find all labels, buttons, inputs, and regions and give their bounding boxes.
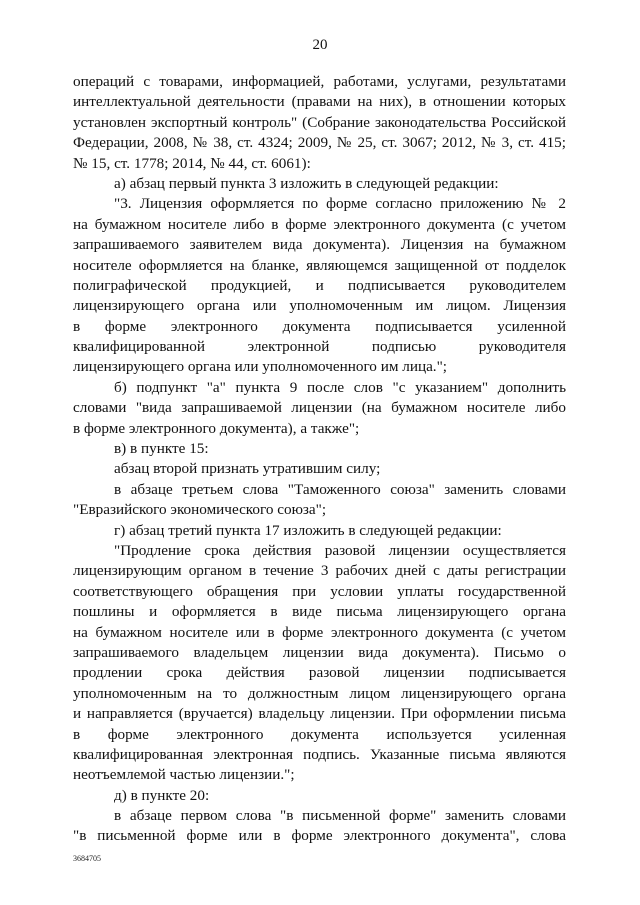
text-line: продлении срока действия разовой лицензии подписывается xyxy=(73,664,566,682)
text-line: в) в пункте 15: xyxy=(114,440,209,458)
text-line: лицензирующим органом в течение 3 рабочих дней с даты регистрации xyxy=(73,562,566,580)
text-line: д) в пункте 20: xyxy=(114,786,210,804)
text-line: операций с товарами, информацией, работами, услугами, результатами xyxy=(73,73,566,90)
text-line: лицензирующего органа или уполномоченным им лицом. Лицензия xyxy=(73,297,566,315)
text-line: "Евразийского экономического союза"; xyxy=(73,501,327,519)
text-line: носителе оформляется на бланке, являющемся защищенной от подделок xyxy=(73,256,566,274)
text-line: на бумажном носителе либо в форме электронного документа (с учетом xyxy=(73,215,566,233)
text-line: в абзаце третьем слова "Таможенного союза" заменить словами xyxy=(114,480,566,498)
text-line: установлен экспортный контроль" (Собрание законодательства Российской xyxy=(73,113,566,131)
text-line: соответствующего обращения при условии уплаты государственной xyxy=(73,582,566,600)
text-line: лицензирующего органа или уполномоченного им лица."; xyxy=(73,358,448,376)
text-line: неотъемлемой частью лицензии."; xyxy=(73,766,295,784)
text-line: на бумажном носителе или в форме электронного документа (с учетом xyxy=(73,623,566,641)
text-line: запрашиваемого заявителем вида документа). Лицензия на бумажном xyxy=(73,236,566,254)
text-line: "в письменной форме или в форме электронного документа", слова xyxy=(73,827,566,845)
text-line: Федерации, 2008, № 38, ст. 4324; 2009, № 25, ст. 3067; 2012, № 3, ст. 415; xyxy=(73,134,566,152)
text-line: "Продление срока действия разовой лицензии осуществляется xyxy=(114,541,566,559)
text-line: № 15, ст. 1778; 2014, № 44, ст. 6061): xyxy=(73,154,311,172)
text-line: в форме электронного документа используется усиленная xyxy=(73,725,566,743)
text-line: в абзаце первом слова "в письменной форме" заменить словами xyxy=(114,807,566,825)
text-line: в форме электронного документа подписывается усиленной xyxy=(73,317,566,335)
document-body xyxy=(73,72,566,847)
page-number: 20 xyxy=(312,37,328,53)
text-line: запрашиваемого владельцем лицензии вида документа). Письмо о xyxy=(73,643,566,661)
document-code: 3684705 xyxy=(73,854,101,863)
text-line: г) абзац третий пункта 17 изложить в следующей редакции: xyxy=(114,521,502,539)
text-line: а) абзац первый пункта 3 изложить в следующей редакции: xyxy=(114,174,499,192)
text-line: интеллектуальной деятельности (правами на них), в отношении которых xyxy=(73,93,566,111)
text-line: уполномоченным на то должностным лицом лицензирующего органа xyxy=(73,684,566,702)
text-line: абзац второй признать утратившим силу; xyxy=(114,460,381,478)
text-line: квалифицированной электронной подписью руководителя xyxy=(73,338,566,356)
text-line: квалифицированная электронная подпись. Указанные письма являются xyxy=(73,745,566,763)
text-line: словами "вида запрашиваемой лицензии (на бумажном носителе либо xyxy=(73,399,566,417)
text-line: б) подпункт "а" пункта 9 после слов "с указанием" дополнить xyxy=(114,378,566,396)
text-line: "3. Лицензия оформляется по форме согласно приложению № 2 xyxy=(114,195,566,213)
text-line: пошлины и оформляется в виде письма лицензирующего органа xyxy=(73,603,566,621)
text-line: в форме электронного документа), а также"; xyxy=(73,419,360,437)
text-line: и направляется (вручается) владельцу лицензии. При оформлении письма xyxy=(73,705,566,723)
text-line: полиграфической продукцией, и подписывается руководителем xyxy=(73,276,566,294)
